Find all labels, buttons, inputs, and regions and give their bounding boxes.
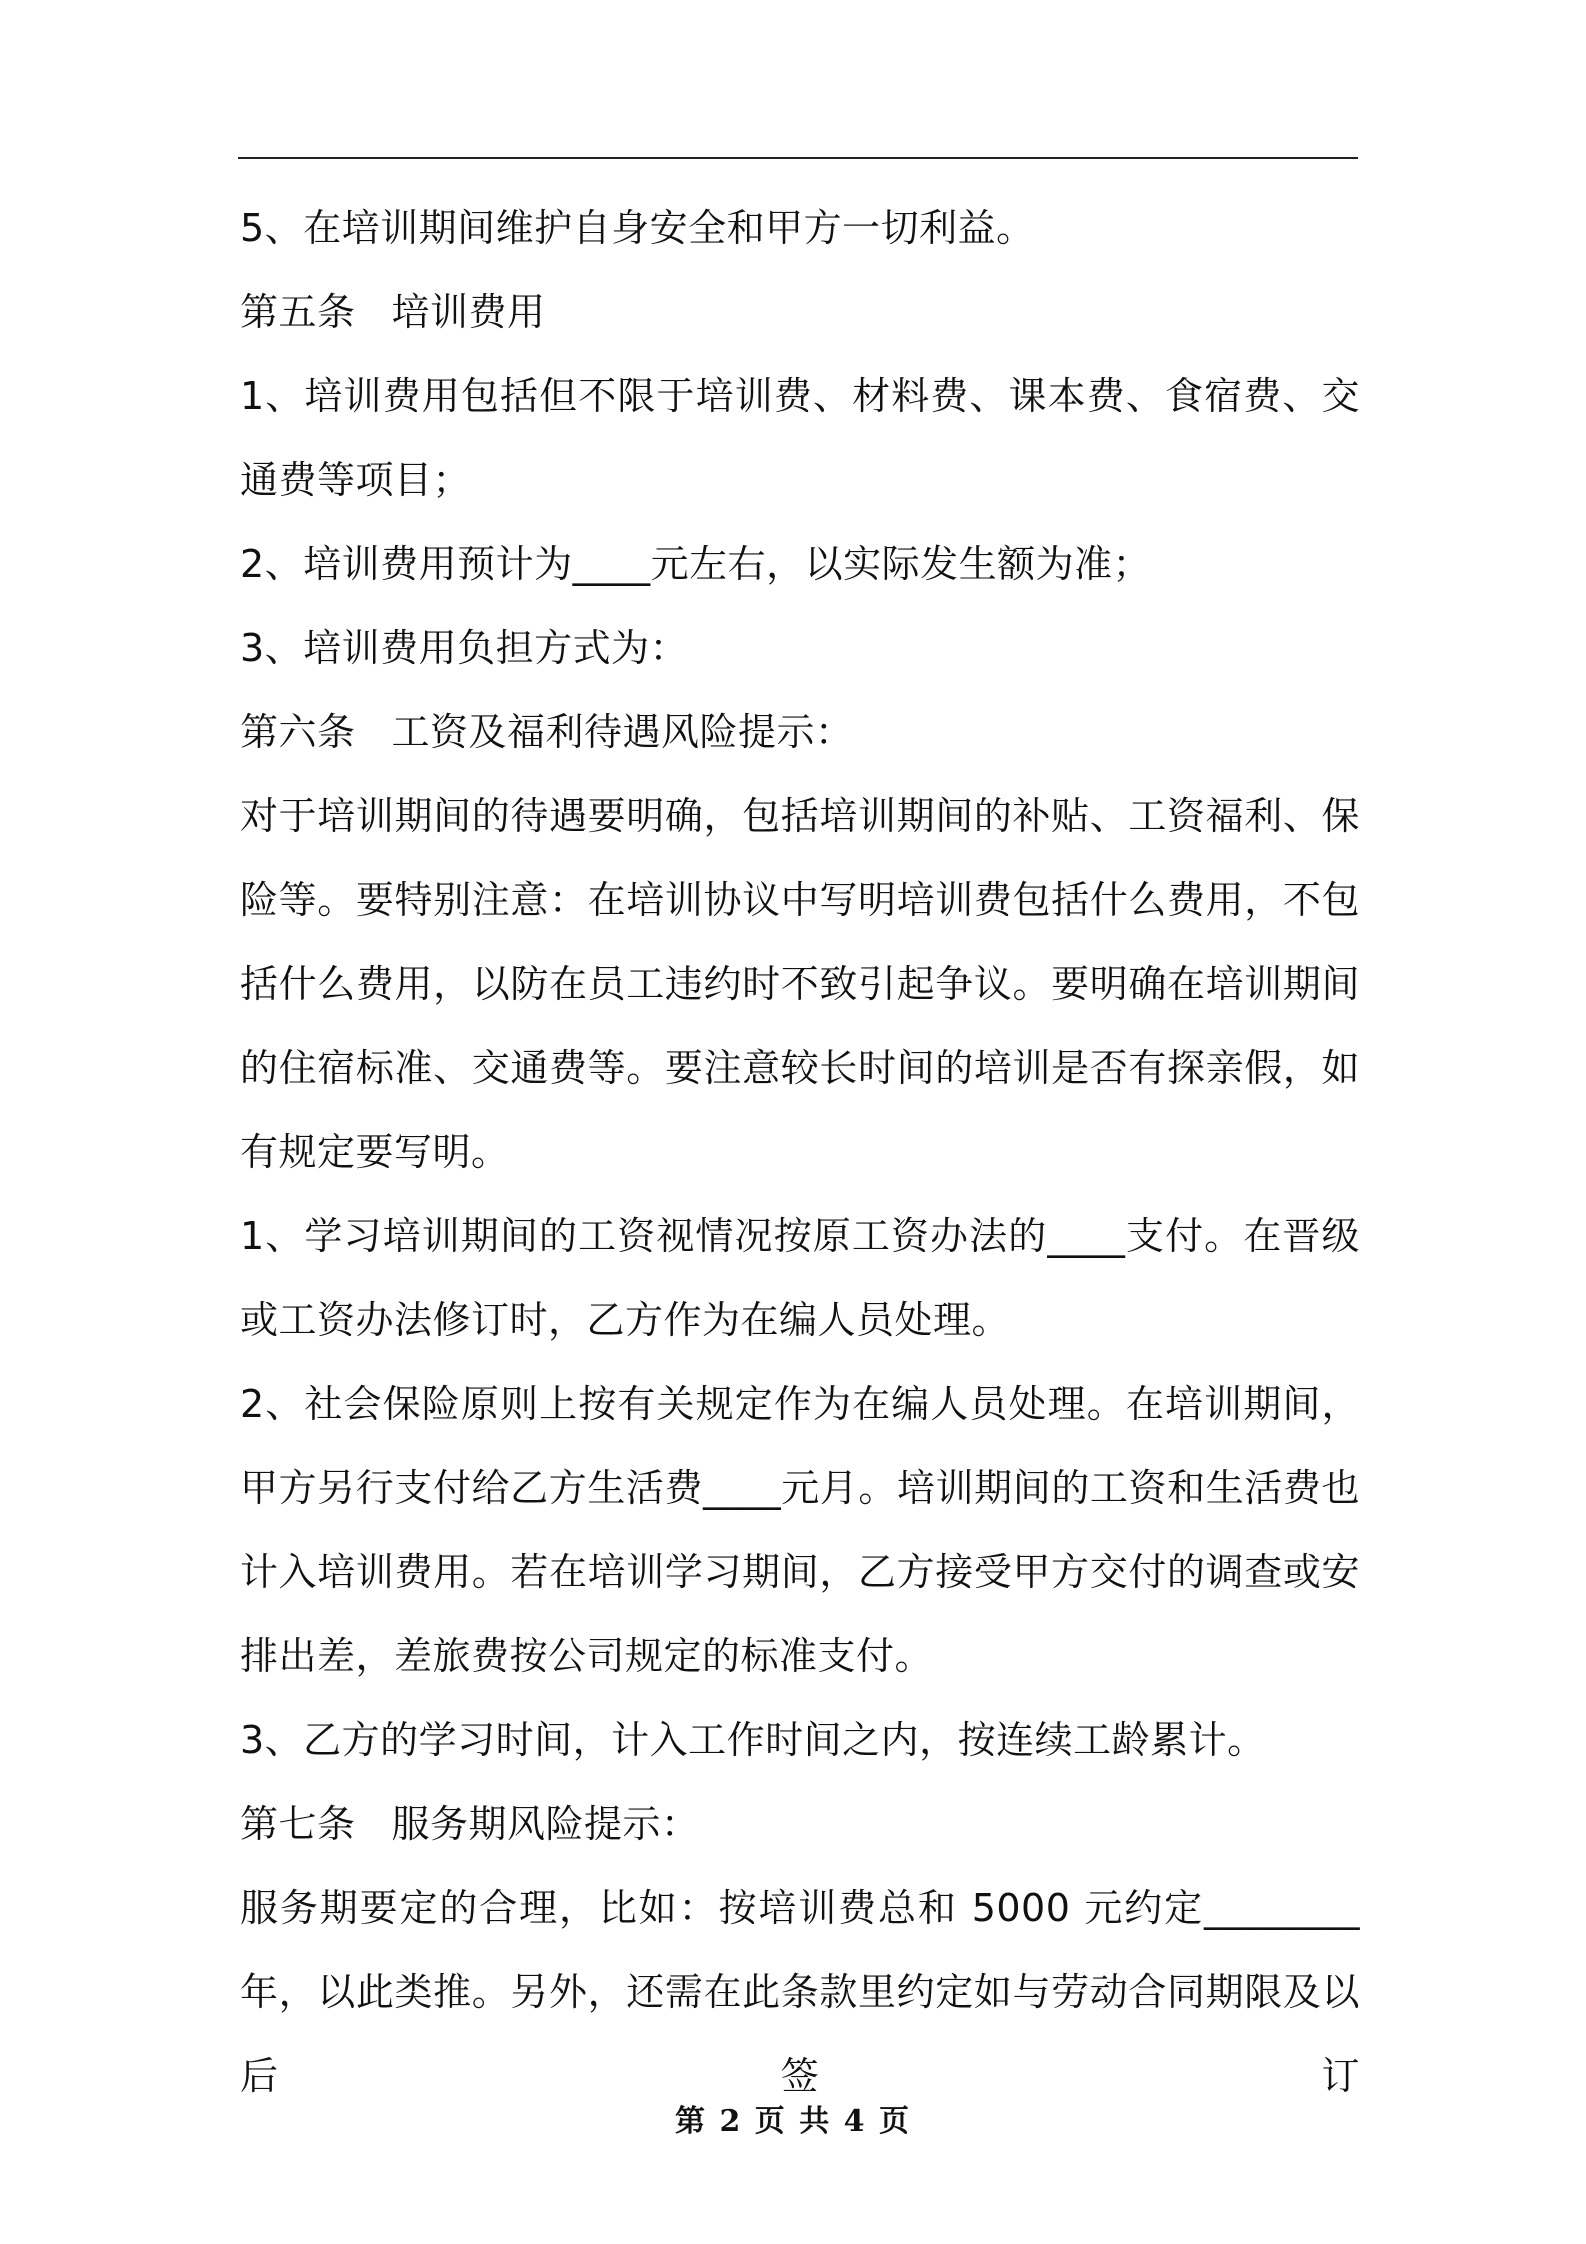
paragraph: 3、培训费用负担方式为： [240,626,689,670]
document-body [240,186,1360,2118]
article-title: 培训费用 [391,290,546,334]
paragraph: 1、培训费用包括但不限于培训费、材料费、课本费、食宿费、交通费等项目； [240,374,1360,502]
article-heading [240,690,1360,774]
paragraph: 服务期要定的合理，比如：按培训费总和 5000 元约定________年，以此类推。另外，还需在此条款里约定如与劳动合同期限及以后签订 [240,1886,1360,2098]
article-title: 服务期风险提示： [391,1802,700,1846]
header-rule [238,157,1358,159]
article-heading [240,270,1360,354]
article-number: 第七条 [240,1802,356,1846]
article-number: 第六条 [240,710,356,754]
article-title: 工资及福利待遇风险提示： [391,710,854,754]
paragraph: 2、社会保险原则上按有关规定作为在编人员处理。在培训期间，甲方另行支付给乙方生活费____元月。培训期间的工资和生活费也计入培训费用。若在培训学习期间，乙方接受甲方交付的调查或安排出差，差旅费按公司规定的标准支付。 [240,1382,1360,1678]
page-number-footer: 第 2 页 共 4 页 [675,2104,911,2139]
paragraph: 对于培训期间的待遇要明确，包括培训期间的补贴、工资福利、保险等。要特别注意：在培训协议中写明培训费包括什么费用，不包括什么费用，以防在员工违约时不致引起争议。要明确在培训期间的住宿标准、交通费等。要注意较长时间的培训是否有探亲假，如有规定要写明。 [240,794,1360,1174]
paragraph: 5、在培训期间维护自身安全和甲方一切利益。 [240,206,1035,250]
paragraph: 2、培训费用预计为____元左右，以实际发生额为准； [240,542,1152,586]
paragraph: 1、学习培训期间的工资视情况按原工资办法的____支付。在晋级或工资办法修订时，乙方作为在编人员处理。 [240,1214,1360,1342]
article-number: 第五条 [240,290,356,334]
paragraph: 3、乙方的学习时间，计入工作时间之内，按连续工龄累计。 [240,1718,1266,1762]
article-heading [240,1782,1360,1866]
